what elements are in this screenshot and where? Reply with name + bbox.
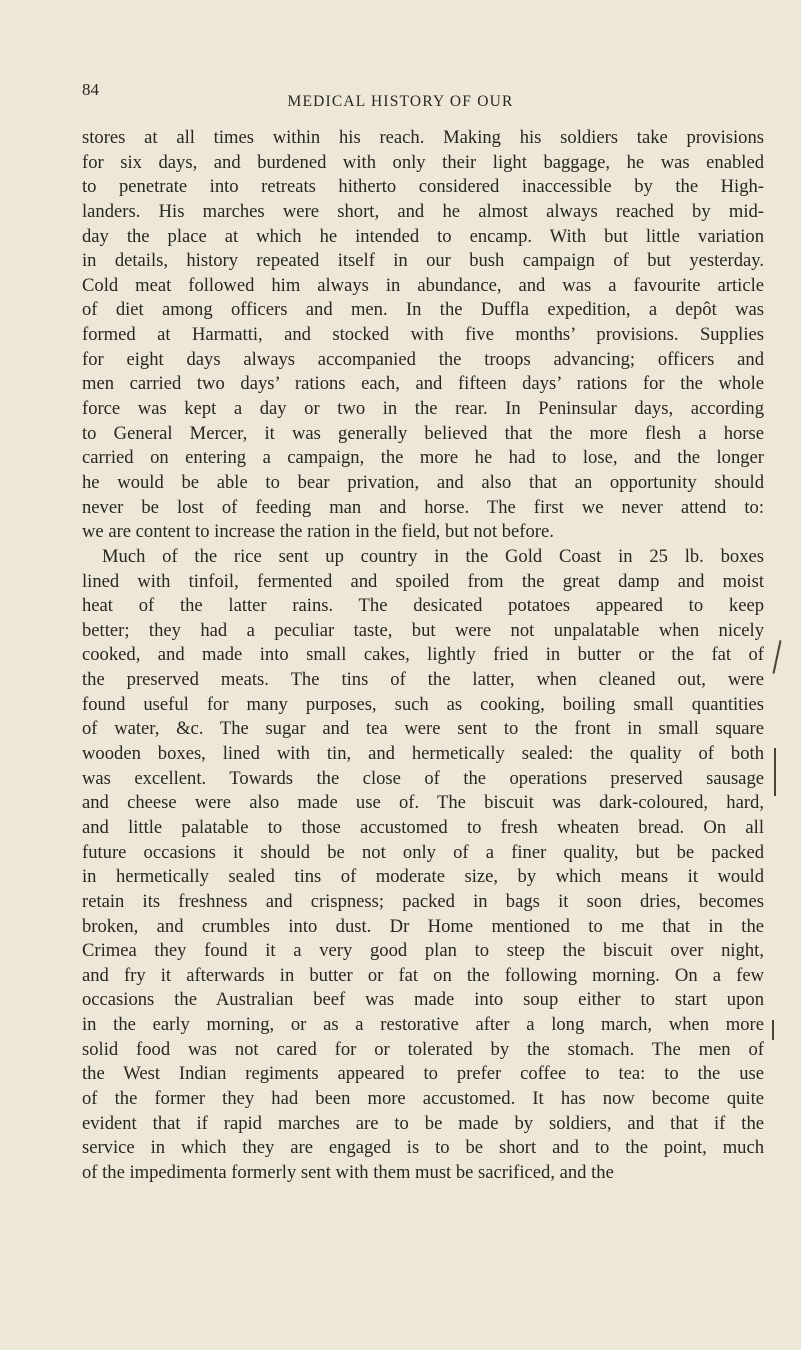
text-line: for six days, and burdened with only their light baggage, he was enabled [82, 151, 764, 173]
text-line: formed at Harmatti, and stocked with five months’ provisions. Supplies [82, 324, 764, 346]
text-line: wooden boxes, lined with tin, and hermetically sealed: the quality of both [82, 743, 764, 765]
text-line: stores at all times within his reach. Making his soldiers take provisions [82, 127, 764, 148]
text-line: in hermetically sealed tins of moderate size, by which means it would [82, 866, 764, 888]
text-line: landers. His marches were short, and he almost always reached by mid- [82, 200, 764, 222]
text-line: of water, &c. The sugar and tea were sent to the front in small square [82, 718, 764, 740]
margin-marks [770, 640, 790, 1020]
text-line: lined with tinfoil, fermented and spoiled from the great damp and moist [82, 570, 764, 592]
text-line: found useful for many purposes, such as cooking, boiling small quantities [82, 693, 764, 715]
text-line: solid food was not cared for or tolerated by the stomach. The men of [82, 1038, 764, 1060]
text-line: and cheese were also made use of. The biscuit was dark-coloured, hard, [82, 792, 764, 814]
text-line: future occasions it should be not only of a finer quality, but be packed [82, 841, 764, 863]
text-line: Much of the rice sent up country in the Gold Coast in 25 lb. boxes [102, 545, 764, 567]
text-line: force was kept a day or two in the rear. In Peninsular days, according [82, 398, 764, 420]
text-line: to General Mercer, it was generally believed that the more flesh a horse [82, 422, 764, 444]
margin-mark [774, 748, 776, 796]
text-line: service in which they are engaged is to be short and to the point, much [82, 1137, 764, 1159]
margin-mark [772, 640, 781, 674]
text-line: carried on entering a campaign, the more he had to lose, and the longer [82, 447, 764, 469]
text-line: and fry it afterwards in butter or fat on the following morning. On a few [82, 964, 764, 986]
text-line: and little palatable to those accustomed to fresh wheaten bread. On all [82, 816, 764, 838]
text-line: in the early morning, or as a restorative after a long march, when more [82, 1014, 764, 1036]
text-line: Cold meat followed him always in abundance, and was a favourite article [82, 274, 764, 296]
text-line: occasions the Australian beef was made into soup either to start upon [82, 989, 764, 1011]
text-line: men carried two days’ rations each, and fifteen days’ rations for the whole [82, 373, 764, 395]
text-line: never be lost of feeding man and horse. The first we never attend to: [82, 496, 764, 518]
page-number: 84 [82, 80, 99, 99]
text-line: of the former they had been more accustomed. It has now become quite [82, 1087, 764, 1109]
text-line: broken, and crumbles into dust. Dr Home mentioned to me that in the [82, 915, 764, 937]
text-line: we are content to increase the ration in the field, but not before. [82, 521, 554, 543]
text-line: day the place at which he intended to encamp. With but little variation [82, 225, 764, 247]
margin-mark [772, 1020, 774, 1040]
text-line: he would be able to bear privation, and also that an opportunity should [82, 471, 764, 493]
text-line: Crimea they found it a very good plan to steep the biscuit over night, [82, 940, 764, 962]
text-line: retain its freshness and crispness; packed in bags it soon dries, becomes [82, 890, 764, 912]
text-line: of the impedimenta formerly sent with them must be sacrificed, and the [82, 1161, 614, 1183]
text-line: for eight days always accompanied the troops advancing; officers and [82, 348, 764, 370]
text-line: the West Indian regiments appeared to prefer coffee to tea: to the use [82, 1063, 764, 1085]
text-line: heat of the latter rains. The desicated potatoes appeared to keep [82, 595, 764, 617]
running-head: MEDICAL HISTORY OF OUR [287, 93, 514, 110]
text-line: evident that if rapid marches are to be made by soldiers, and that if the [82, 1112, 764, 1134]
text-line: to penetrate into retreats hitherto considered inaccessible by the High- [82, 176, 764, 198]
body-text [82, 126, 764, 1186]
text-line: cooked, and made into small cakes, lightly fried in butter or the fat of [82, 644, 764, 666]
text-line: of diet among officers and men. In the Duffla expedition, a depôt was [82, 299, 764, 321]
text-line: in details, history repeated itself in our bush campaign of but yesterday. [82, 250, 764, 272]
text-line: was excellent. Towards the close of the operations preserved sausage [82, 767, 764, 789]
text-line: better; they had a peculiar taste, but were not unpalatable when nicely [82, 619, 764, 641]
text-line: the preserved meats. The tins of the latter, when cleaned out, were [82, 669, 764, 691]
